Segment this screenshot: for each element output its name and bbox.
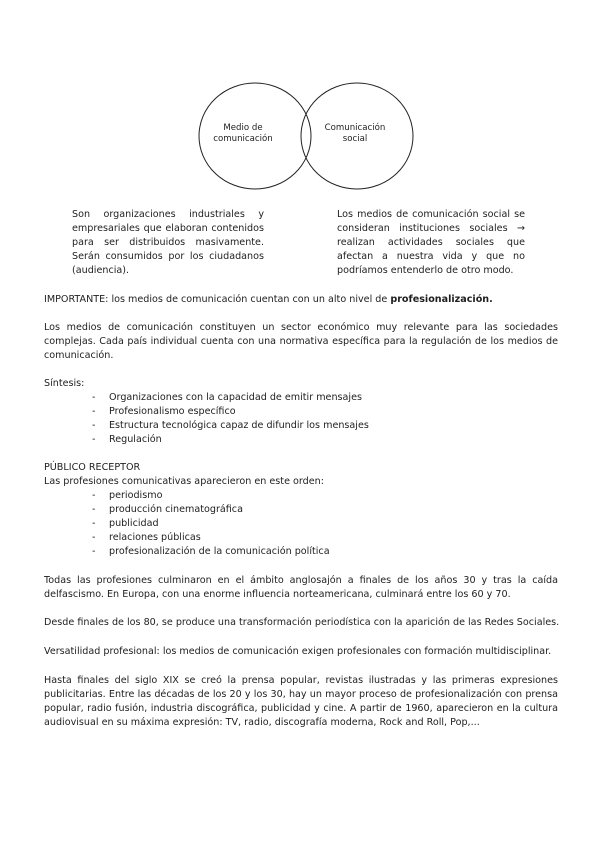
list-item: - producción cinematográfica: [92, 503, 492, 517]
list-item: - periodismo: [92, 489, 492, 503]
venn-label-media-line2: comunicación: [213, 134, 273, 144]
venn-label-social-line2: social: [342, 134, 368, 144]
important-note: [44, 293, 564, 307]
list-item: - Profesionalismo específico: [92, 405, 492, 419]
venn-diagram: [195, 80, 417, 192]
public-receptor-heading: PÚBLICO RECEPTOR: [44, 462, 141, 473]
venn-label-social-line1: Comunicación: [324, 123, 386, 133]
synthesis-title: Síntesis:: [44, 378, 85, 389]
professions-list: [92, 489, 492, 559]
paragraph-history: Hasta finales del siglo XIX se creó la prensa popular, revistas ilustradas y las primeras expresiones publicitarias. Entre las décadas de los 20 y los 30, hay un mayor proceso de profesionalización con prensa popular, radio fusión, industria discográfica, publicidad y cine. A partir de 1960, aparecieron en la cultura audiovisual en su máxima expresión: TV, radio, discografía moderna, Rock and Roll, Pop,...: [44, 675, 558, 728]
list-item: - Regulación: [92, 433, 492, 447]
media-description: Son organizaciones industriales y empresariales que elaboran contenidos para ser distribuidos masivamente. Serán consumidos por los ciudadanos (audiencia).: [72, 209, 264, 276]
paragraph-80s: Desde finales de los 80, se produce una transformación periodística con la aparición de las Redes Sociales.: [44, 617, 560, 628]
paragraph-economic-sector: Los medios de comunicación constituyen un sector económico muy relevante para las sociedades complejas. Cada país individual cuenta con una normativa específica para la regulación de los medios de comunicación.: [44, 322, 558, 361]
list-item: - Estructura tecnológica capaz de difundir los mensajes: [92, 419, 492, 433]
public-receptor-intro: Las profesiones comunicativas aparecieron en este orden:: [44, 476, 324, 487]
synthesis-list: [92, 391, 492, 447]
venn-label-media-line1: Medio de: [223, 123, 263, 133]
list-item: - publicidad: [92, 517, 492, 531]
paragraph-versatility: Versatilidad profesional: los medios de comunicación exigen profesionales con formación multidisciplinar.: [44, 646, 552, 657]
important-bold: profesionalización.: [390, 294, 493, 305]
list-item: - Organizaciones con la capacidad de emitir mensajes: [92, 391, 492, 405]
social-communication-description: Los medios de comunicación social se consideran instituciones sociales → realizan actividades sociales que afectan a nuestra vida y que no podríamos entenderlo de otro modo.: [337, 209, 525, 276]
paragraph-culmination: Todas las profesiones culminaron en el ámbito anglosajón a finales de los años 30 y tras la caída delfascismo. En Europa, con una enorme influencia norteamericana, culminará entre los 60 y 70.: [44, 575, 558, 600]
list-item: - relaciones públicas: [92, 531, 492, 545]
list-item: - profesionalización de la comunicación política: [92, 545, 492, 559]
important-text: IMPORTANTE: los medios de comunicación cuentan con un alto nivel de: [44, 294, 391, 305]
